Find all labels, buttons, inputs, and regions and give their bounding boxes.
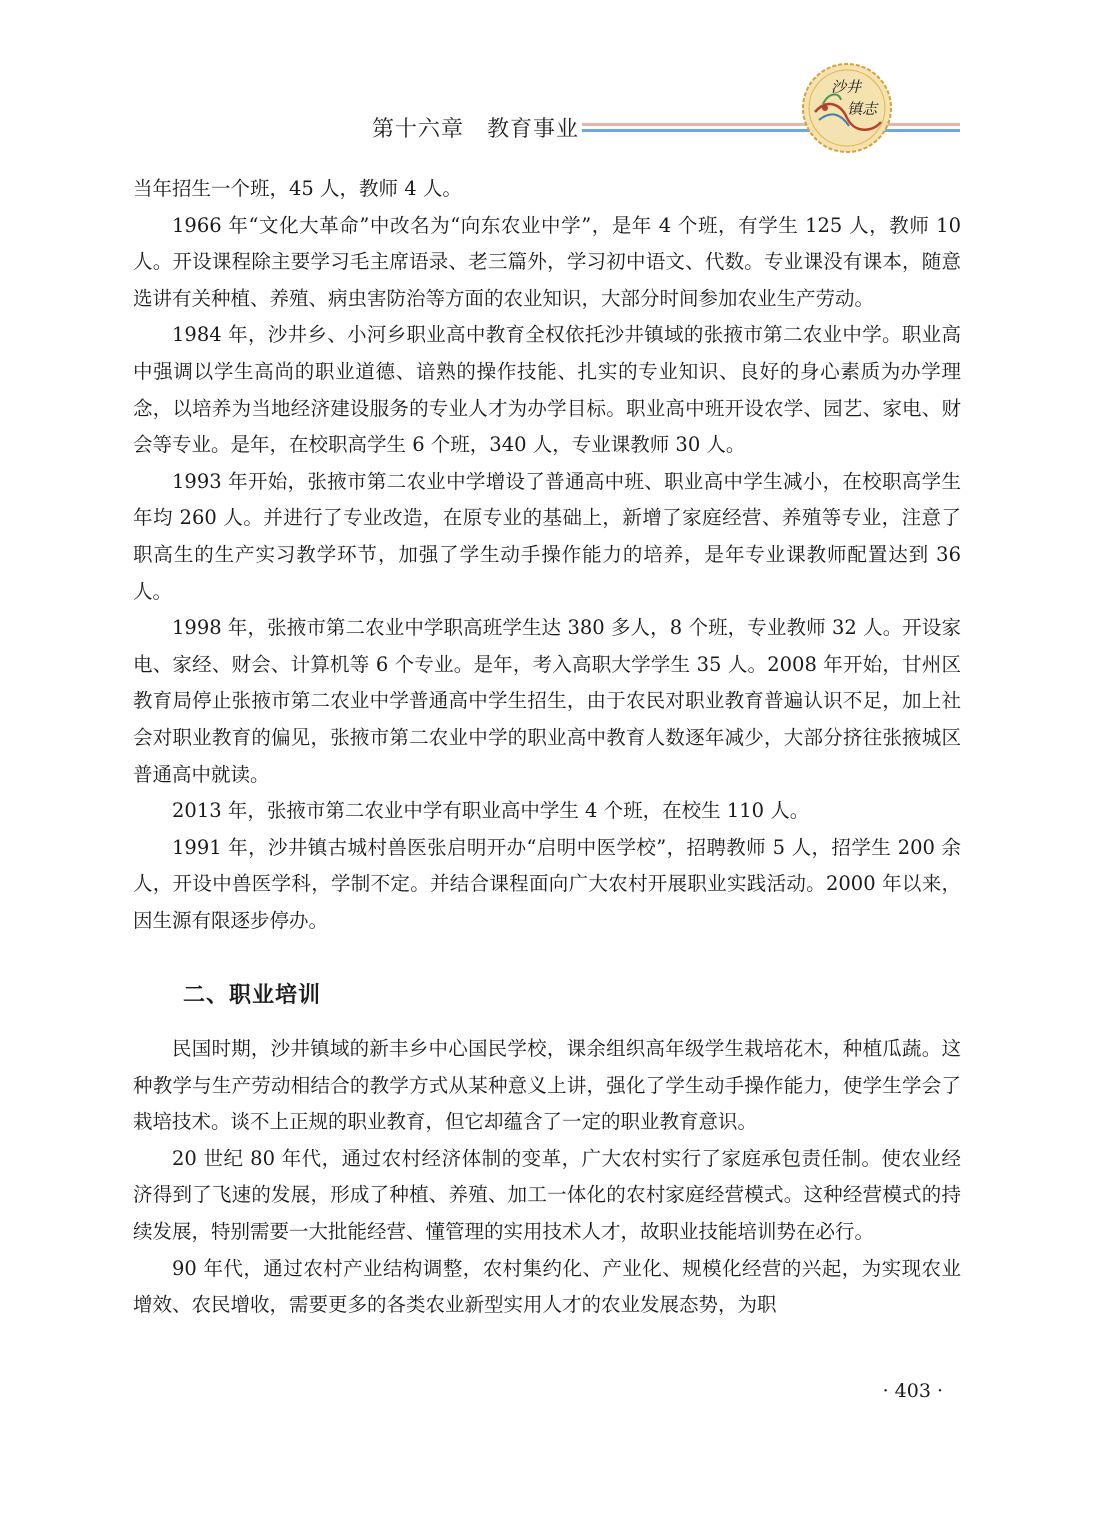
chapter-title: 第十六章 教育事业	[372, 117, 580, 142]
page-header	[0, 0, 1093, 170]
section-heading: 二、职业培训	[183, 983, 322, 1008]
header-rule-bottom	[582, 129, 960, 132]
paragraph: 1993 年开始，张掖市第二农业中学增设了普通高中班、职业高中学生减小，在校职高学生年均 260 人。并进行了专业改造，在原专业的基础上，新增了家庭经营、养殖等专业，注意了职高生的生产实习教学环节，加强了学生动手操作能力的培养，是年专业课教师配置达到 36 人。	[133, 469, 961, 603]
paragraph: 当年招生一个班，45 人，教师 4 人。	[133, 177, 462, 200]
paragraph: 1998 年，张掖市第二农业中学职高班学生达 380 多人，8 个班，专业教师 32 人。开设家电、家经、财会、计算机等 6 个专业。是年，考入高职大学学生 35 人。2008 年开始，甘州区教育局停止张掖市第二农业中学普通高中学生招生，由于农民对职业教育普遍认识不足，加上社会对职业教育的偏见，张掖市第二农业中学的职业高中教育人数逐年减少，大部分挤往张掖城区普通高中就读。	[133, 616, 961, 786]
paragraph: 1984 年，沙井乡、小河乡职业高中教育全权依托沙井镇域的张掖市第二农业中学。职业高中强调以学生高尚的职业道德、谙熟的操作技能、扎实的专业知识、良好的身心素质为办学理念，以培养为当地经济建设服务的专业人才为办学目标。职业高中班开设农学、园艺、家电、财会等专业。是年，在校职高学生 6 个班，340 人，专业课教师 30 人。	[133, 323, 961, 457]
paragraph: 2013 年，张掖市第二农业中学有职业高中学生 4 个班，在校生 110 人。	[172, 799, 810, 823]
paragraph: 90 年代，通过农村产业结构调整，农村集约化、产业化、规模化经营的兴起，为实现农业增效、农民增收，需要更多的各类农业新型实用人才的农业发展态势，为职	[133, 1256, 961, 1317]
seal-label-2: 镇志	[847, 100, 878, 118]
town-gazetteer-seal	[801, 62, 893, 154]
seal-label-1: 沙井	[831, 78, 862, 96]
main-text-block-1	[133, 171, 961, 939]
paragraph: 1966 年“文化大革命”中改名为“向东农业中学”，是年 4 个班，有学生 125 人，教师 10 人。开设课程除主要学习毛主席语录、老三篇外，学习初中语文、代数。专业课没有课本，随意选讲有关种植、养殖、病虫害防治等方面的农业知识，大部分时间参加农业生产劳动。	[133, 213, 961, 310]
paragraph: 1991 年，沙井镇古城村兽医张启明开办“启明中医学校”，招聘教师 5 人，招学生 200 余人，开设中兽医学科，学制不定。并结合课程面向广大农村开展职业实践活动。2000 年以来，因生源有限逐步停办。	[133, 835, 961, 932]
paragraph: 民国时期，沙井镇域的新丰乡中心国民学校，课余组织高年级学生栽培花木，种植瓜蔬。这种教学与生产劳动相结合的教学方式从某种意义上讲，强化了学生动手操作能力，使学生学会了栽培技术。谈不上正规的职业教育，但它却蕴含了一定的职业教育意识。	[133, 1037, 961, 1134]
page-number: · 403 ·	[882, 1380, 943, 1402]
main-text-block-2	[133, 1031, 961, 1324]
header-rule-top	[582, 123, 960, 126]
paragraph: 20 世纪 80 年代，通过农村经济体制的变革，广大农村实行了家庭承包责任制。使农业经济得到了飞速的发展，形成了种植、养殖、加工一体化的农村家庭经营模式。这种经营模式的持续发展，特别需要一大批能经营、懂管理的实用技术人才，故职业技能培训势在必行。	[133, 1146, 961, 1243]
